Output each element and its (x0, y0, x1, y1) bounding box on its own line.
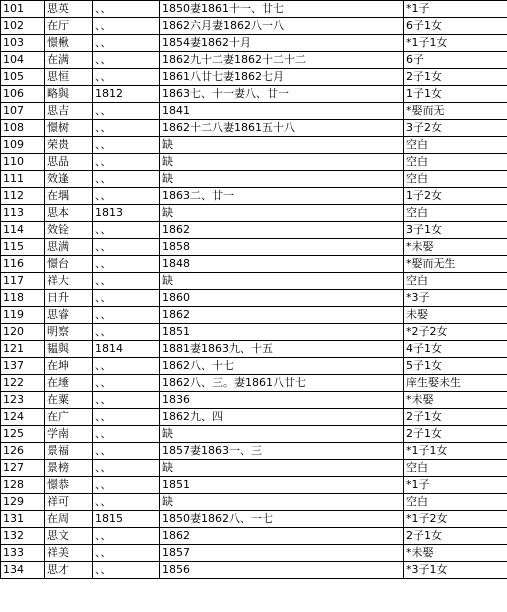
row-number-cell: 134 (1, 562, 45, 579)
note-cell: 2子1女 (404, 528, 507, 545)
note-cell: 3子1女 (404, 222, 507, 239)
name-cell: 憬恭 (45, 477, 93, 494)
row-number-cell: 125 (1, 426, 45, 443)
year-cell: 、、 (93, 239, 160, 256)
name-cell: 日升 (45, 290, 93, 307)
dates-cell: 缺 (160, 137, 404, 154)
name-cell: 祥可 (45, 494, 93, 511)
dates-cell: 1854妻1862十月 (160, 35, 404, 52)
row-number-cell: 109 (1, 137, 45, 154)
note-cell: *娶而无 (404, 103, 507, 120)
table-row (1, 35, 507, 52)
name-cell: 在粟 (45, 392, 93, 409)
dates-cell: 缺 (160, 460, 404, 477)
note-cell: *2子2女 (404, 324, 507, 341)
year-cell: 、、 (93, 307, 160, 324)
note-cell: *娶而无生 (404, 256, 507, 273)
dates-cell: 缺 (160, 171, 404, 188)
row-number-cell: 137 (1, 358, 45, 375)
year-cell: 、、 (93, 528, 160, 545)
dates-cell: 1848 (160, 256, 404, 273)
table-row (1, 460, 507, 477)
row-number-cell: 116 (1, 256, 45, 273)
note-cell: 空白 (404, 205, 507, 222)
note-cell: 空白 (404, 273, 507, 290)
row-number-cell: 110 (1, 154, 45, 171)
name-cell: 明察 (45, 324, 93, 341)
year-cell: 、、 (93, 477, 160, 494)
year-cell: 、、 (93, 256, 160, 273)
note-cell: 2子1女 (404, 426, 507, 443)
table-row (1, 290, 507, 307)
row-number-cell: 101 (1, 1, 45, 18)
table-row (1, 1, 507, 18)
row-number-cell: 122 (1, 375, 45, 392)
dates-cell: 1862九十二妻1862十二十二 (160, 52, 404, 69)
dates-cell: 缺 (160, 426, 404, 443)
name-cell: 在坤 (45, 358, 93, 375)
table-row (1, 273, 507, 290)
year-cell: 、、 (93, 358, 160, 375)
table-row (1, 171, 507, 188)
note-cell: 2子1女 (404, 69, 507, 86)
name-cell: 效铨 (45, 222, 93, 239)
note-cell: *1子 (404, 477, 507, 494)
note-cell: 空白 (404, 460, 507, 477)
note-cell: 3子2女 (404, 120, 507, 137)
row-number-cell: 114 (1, 222, 45, 239)
note-cell: 庠生娶未生 (404, 375, 507, 392)
row-number-cell: 127 (1, 460, 45, 477)
dates-cell: 1862八、三。妻1861八廿七 (160, 375, 404, 392)
row-number-cell: 103 (1, 35, 45, 52)
table-row (1, 545, 507, 562)
name-cell: 思本 (45, 205, 93, 222)
year-cell: 、、 (93, 137, 160, 154)
name-cell: 思品 (45, 154, 93, 171)
row-number-cell: 111 (1, 171, 45, 188)
name-cell: 思满 (45, 239, 93, 256)
table-row (1, 324, 507, 341)
row-number-cell: 113 (1, 205, 45, 222)
name-cell: 在广 (45, 409, 93, 426)
table-row (1, 426, 507, 443)
name-cell: 思吉 (45, 103, 93, 120)
year-cell: 、、 (93, 18, 160, 35)
table-row (1, 511, 507, 528)
note-cell: 2子1女 (404, 409, 507, 426)
note-cell: 1子1女 (404, 86, 507, 103)
row-number-cell: 117 (1, 273, 45, 290)
year-cell: 、、 (93, 324, 160, 341)
dates-cell: 1841 (160, 103, 404, 120)
dates-cell: 1862十二八妻1861五十八 (160, 120, 404, 137)
dates-cell: 缺 (160, 205, 404, 222)
year-cell: 、、 (93, 52, 160, 69)
note-cell: 5子1女 (404, 358, 507, 375)
note-cell: *未娶 (404, 392, 507, 409)
note-cell: 空白 (404, 137, 507, 154)
row-number-cell: 118 (1, 290, 45, 307)
row-number-cell: 128 (1, 477, 45, 494)
table-row (1, 86, 507, 103)
dates-cell: 缺 (160, 154, 404, 171)
dates-cell: 1862九、四 (160, 409, 404, 426)
table-row (1, 188, 507, 205)
dates-cell: 1881妻1863九、十五 (160, 341, 404, 358)
year-cell: 、、 (93, 1, 160, 18)
year-cell: 、、 (93, 460, 160, 477)
year-cell: 1814 (93, 341, 160, 358)
name-cell: 在埵 (45, 375, 93, 392)
table-row (1, 358, 507, 375)
dates-cell: 1863七、十一妻八、廿一 (160, 86, 404, 103)
note-cell: *3子1女 (404, 562, 507, 579)
note-cell: 空白 (404, 171, 507, 188)
dates-cell: 缺 (160, 494, 404, 511)
table-row (1, 205, 507, 222)
table-row (1, 52, 507, 69)
table-row (1, 154, 507, 171)
table-row (1, 120, 507, 137)
table-row (1, 443, 507, 460)
row-number-cell: 105 (1, 69, 45, 86)
year-cell: 、、 (93, 35, 160, 52)
note-cell: *1子1女 (404, 443, 507, 460)
dates-cell: 1862六月妻1862八一八 (160, 18, 404, 35)
dates-cell: 1862 (160, 528, 404, 545)
row-number-cell: 133 (1, 545, 45, 562)
note-cell: *未娶 (404, 239, 507, 256)
row-number-cell: 124 (1, 409, 45, 426)
row-number-cell: 112 (1, 188, 45, 205)
dates-cell: 1850妻1861十一、廿七 (160, 1, 404, 18)
row-number-cell: 126 (1, 443, 45, 460)
table-row (1, 528, 507, 545)
row-number-cell: 115 (1, 239, 45, 256)
year-cell: 1815 (93, 511, 160, 528)
table-row (1, 307, 507, 324)
year-cell: 、、 (93, 494, 160, 511)
name-cell: 景福 (45, 443, 93, 460)
name-cell: 效逢 (45, 171, 93, 188)
name-cell: 韫與 (45, 341, 93, 358)
row-number-cell: 108 (1, 120, 45, 137)
name-cell: 在堣 (45, 188, 93, 205)
year-cell: 1813 (93, 205, 160, 222)
year-cell: 、、 (93, 409, 160, 426)
dates-cell: 1862 (160, 222, 404, 239)
name-cell: 在周 (45, 511, 93, 528)
dates-cell: 1862 (160, 307, 404, 324)
dates-cell: 1851 (160, 324, 404, 341)
year-cell: 、、 (93, 375, 160, 392)
name-cell: 学南 (45, 426, 93, 443)
name-cell: 憬楸 (45, 35, 93, 52)
note-cell: 未娶 (404, 307, 507, 324)
name-cell: 祥大 (45, 273, 93, 290)
table-row (1, 256, 507, 273)
note-cell: 6子 (404, 52, 507, 69)
table-body (1, 1, 507, 579)
dates-cell: 1863二、廿一 (160, 188, 404, 205)
note-cell: 空白 (404, 154, 507, 171)
year-cell: 、、 (93, 562, 160, 579)
row-number-cell: 121 (1, 341, 45, 358)
table-row (1, 341, 507, 358)
row-number-cell: 102 (1, 18, 45, 35)
dates-cell: 缺 (160, 273, 404, 290)
dates-cell: 1850妻1862八、一七 (160, 511, 404, 528)
name-cell: 略與 (45, 86, 93, 103)
year-cell: 、、 (93, 188, 160, 205)
row-number-cell: 120 (1, 324, 45, 341)
table-row (1, 375, 507, 392)
table-row (1, 222, 507, 239)
table-row (1, 409, 507, 426)
year-cell: 、、 (93, 154, 160, 171)
table-row (1, 494, 507, 511)
year-cell: 、、 (93, 120, 160, 137)
dates-cell: 1861八廿七妻1862七月 (160, 69, 404, 86)
year-cell: 、、 (93, 171, 160, 188)
dates-cell: 1857 (160, 545, 404, 562)
name-cell: 思睿 (45, 307, 93, 324)
row-number-cell: 131 (1, 511, 45, 528)
name-cell: 思文 (45, 528, 93, 545)
row-number-cell: 119 (1, 307, 45, 324)
note-cell: *1子1女 (404, 35, 507, 52)
row-number-cell: 123 (1, 392, 45, 409)
name-cell: 祥美 (45, 545, 93, 562)
dates-cell: 1858 (160, 239, 404, 256)
name-cell: 思恒 (45, 69, 93, 86)
name-cell: 在厅 (45, 18, 93, 35)
row-number-cell: 106 (1, 86, 45, 103)
name-cell: 景榜 (45, 460, 93, 477)
name-cell: 荣贵 (45, 137, 93, 154)
name-cell: 憬树 (45, 120, 93, 137)
dates-cell: 1860 (160, 290, 404, 307)
note-cell: *1子2女 (404, 511, 507, 528)
table-row (1, 137, 507, 154)
year-cell: 、、 (93, 290, 160, 307)
year-cell: 、、 (93, 222, 160, 239)
name-cell: 思才 (45, 562, 93, 579)
year-cell: 、、 (93, 426, 160, 443)
year-cell: 、、 (93, 103, 160, 120)
dates-cell: 1856 (160, 562, 404, 579)
year-cell: 、、 (93, 545, 160, 562)
year-cell: 、、 (93, 273, 160, 290)
dates-cell: 1851 (160, 477, 404, 494)
table-row (1, 477, 507, 494)
table-row (1, 392, 507, 409)
note-cell: 空白 (404, 494, 507, 511)
table-row (1, 18, 507, 35)
note-cell: *1子 (404, 1, 507, 18)
table-row (1, 103, 507, 120)
note-cell: 4子1女 (404, 341, 507, 358)
note-cell: *未娶 (404, 545, 507, 562)
row-number-cell: 104 (1, 52, 45, 69)
table-row (1, 562, 507, 579)
dates-cell: 1857妻1863一、三 (160, 443, 404, 460)
name-cell: 思英 (45, 1, 93, 18)
row-number-cell: 132 (1, 528, 45, 545)
name-cell: 在满 (45, 52, 93, 69)
year-cell: 1812 (93, 86, 160, 103)
row-number-cell: 129 (1, 494, 45, 511)
year-cell: 、、 (93, 392, 160, 409)
table-row (1, 239, 507, 256)
dates-cell: 1836 (160, 392, 404, 409)
year-cell: 、、 (93, 69, 160, 86)
table-row (1, 69, 507, 86)
note-cell: 1子2女 (404, 188, 507, 205)
note-cell: 6子1女 (404, 18, 507, 35)
row-number-cell: 107 (1, 103, 45, 120)
dates-cell: 1862八、十七 (160, 358, 404, 375)
note-cell: *3子 (404, 290, 507, 307)
year-cell: 、、 (93, 443, 160, 460)
name-cell: 憬台 (45, 256, 93, 273)
